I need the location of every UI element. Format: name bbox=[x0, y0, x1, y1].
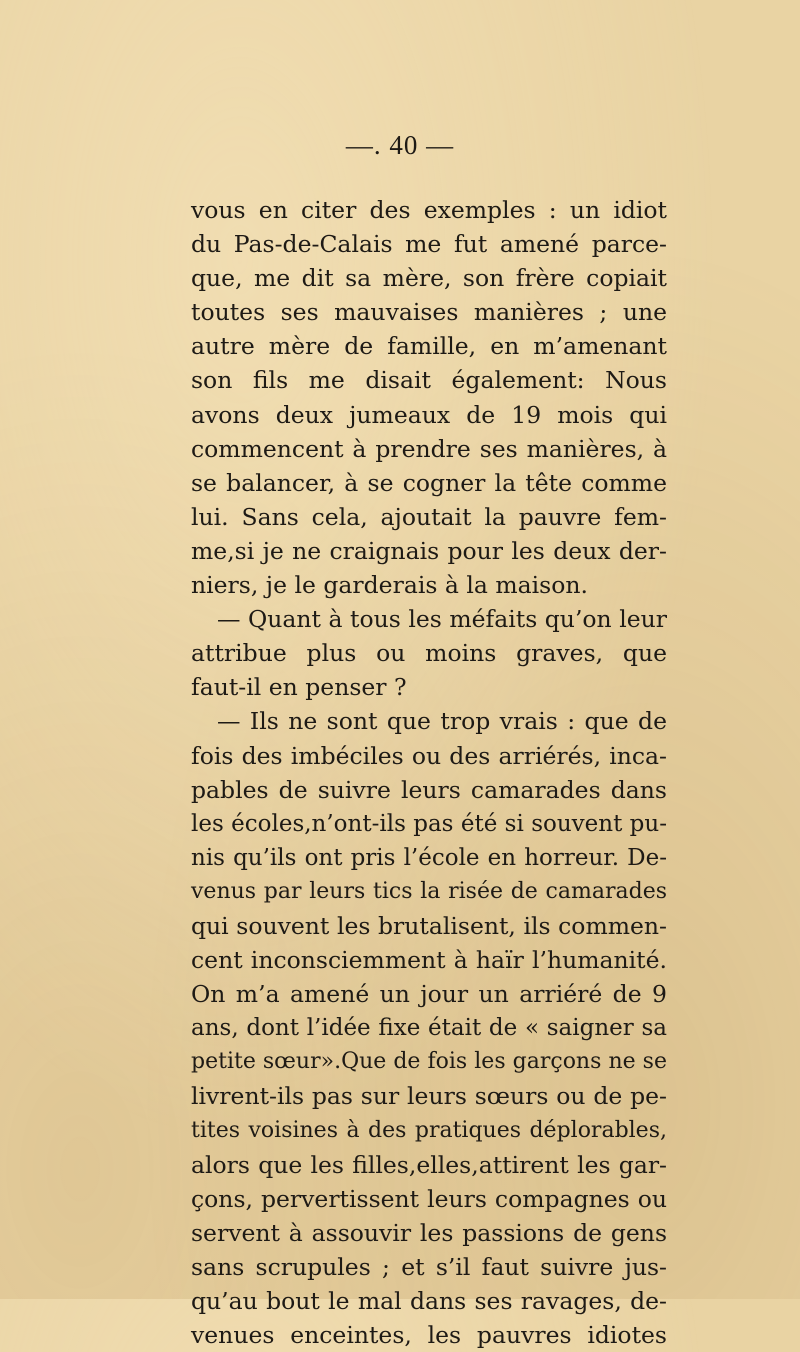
text-line: qu’au bout le mal dans ses ravages, de- bbox=[191, 1287, 667, 1315]
text-line: nis qu’ils ont pris l’école en horreur. De- bbox=[191, 844, 667, 871]
text-line: sans scrupules ; et s’il faut suivre jus- bbox=[191, 1252, 667, 1281]
text-line: cent inconsciemment à haïr l’humanité. bbox=[191, 946, 667, 975]
body-text bbox=[191, 193, 667, 1352]
text-line: alors que les filles,elles,attirent les gar- bbox=[191, 1150, 667, 1179]
text-line: fois des imbéciles ou des arriérés, inca- bbox=[191, 741, 667, 770]
text-line: venues enceintes, les pauvres idiotes bbox=[191, 1321, 667, 1350]
text-line: On m’a amené un jour un arriéré de 9 bbox=[191, 980, 667, 1009]
text-line: toutes ses mauvaises manières ; une bbox=[191, 298, 667, 327]
text-line: son fils me disait également: Nous bbox=[191, 366, 667, 395]
text-line: faut-il en penser ? bbox=[191, 673, 407, 702]
text-line: qui souvent les brutalisent, ils commen- bbox=[191, 911, 667, 940]
text-line: livrent-ils pas sur leurs sœurs ou de pe- bbox=[191, 1082, 667, 1111]
text-line: du Pas-de-Calais me fut amené parce- bbox=[191, 230, 667, 259]
text-line: ans, dont l’idée fixe était de « saigner sa bbox=[191, 1015, 667, 1042]
text-line: venus par leurs tics la risée de camarades bbox=[191, 878, 667, 904]
text-line: se balancer, à se cogner la tête comme bbox=[191, 468, 667, 497]
text-line: servent à assouvir les passions de gens bbox=[191, 1218, 667, 1247]
text-line: tites voisines à des pratiques déplorables, bbox=[191, 1117, 667, 1143]
text-line: les écoles,n’ont-ils pas été si souvent pu- bbox=[191, 810, 667, 837]
text-line: — Ils ne sont que trop vrais : que de bbox=[217, 707, 667, 736]
page-number: —. 40 — bbox=[345, 130, 455, 160]
text-line: — Quant à tous les méfaits qu’on leur bbox=[217, 605, 667, 634]
text-line: me,si je ne craignais pour les deux der- bbox=[191, 536, 667, 565]
text-line: attribue plus ou moins graves, que bbox=[191, 639, 667, 668]
text-line: lui. Sans cela, ajoutait la pauvre fem- bbox=[191, 502, 667, 531]
text-line: que, me dit sa mère, son frère copiait bbox=[191, 264, 667, 293]
text-line: vous en citer des exemples : un idiot bbox=[191, 196, 667, 224]
text-line: commencent à prendre ses manières, à bbox=[191, 434, 667, 463]
text-line: petite sœur».Que de fois les garçons ne se bbox=[191, 1049, 667, 1075]
text-line: avons deux jumeaux de 19 mois qui bbox=[191, 400, 667, 429]
text-line: pables de suivre leurs camarades dans bbox=[191, 775, 667, 804]
text-line: çons, pervertissent leurs compagnes ou bbox=[191, 1184, 667, 1213]
text-line: autre mère de famille, en m’amenant bbox=[191, 332, 667, 361]
text-line: niers, je le garderais à la maison. bbox=[191, 571, 588, 600]
